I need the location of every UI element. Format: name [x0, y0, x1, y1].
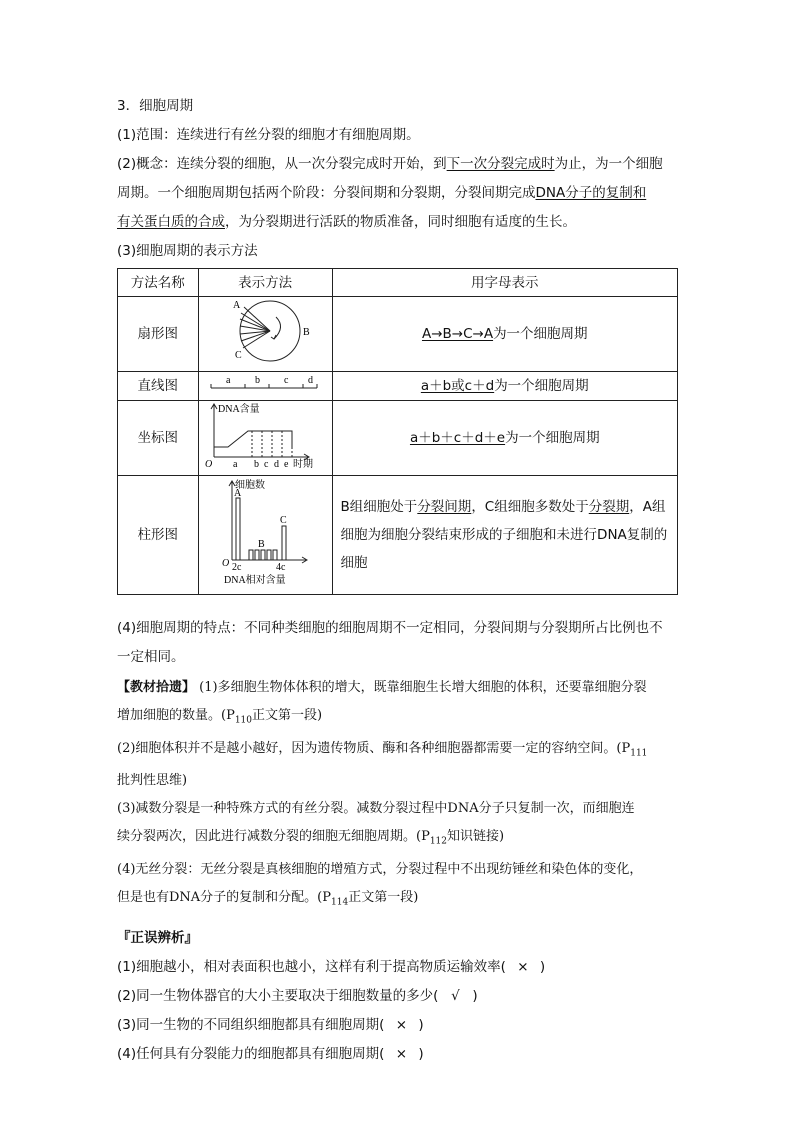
- judge-mark: ×: [395, 1046, 408, 1063]
- textbook-item-2-line2: 批判性思维): [117, 773, 188, 789]
- textbook-item-4-line2: 但是也有DNA分子的复制和分配。($P_{114}$正文第一段): [117, 889, 419, 908]
- judge-item: (4)任何具有分裂能力的细胞都具有细胞周期( × ): [117, 1040, 680, 1069]
- fan-diagram: [198, 297, 332, 372]
- bar-ylabel: 细胞数: [235, 480, 266, 491]
- textbook-notes: [117, 674, 680, 916]
- bar-label-c: C: [280, 515, 287, 526]
- judge-item: (2)同一生物体器官的大小主要取决于细胞数量的多少( √ ): [117, 982, 680, 1011]
- method-name: 坐标图: [118, 401, 199, 476]
- coord-xlabel: 时期: [293, 459, 314, 469]
- coord-label-b: b: [254, 459, 260, 469]
- fan-label-c: C: [235, 350, 242, 361]
- bar-label-a: A: [234, 488, 242, 499]
- scope-paragraph: (1)范围：连续进行有丝分裂的细胞才有细胞周期。: [117, 127, 420, 143]
- bar-diagram: [198, 476, 332, 595]
- concept-paragraph-line2: 周期。一个细胞周期包括两个阶段：分裂间期和分裂期，分裂间期完成DNA分子的复制和: [117, 185, 647, 201]
- section-heading: 3．细胞周期: [117, 98, 194, 114]
- fan-label-b: B: [303, 327, 310, 338]
- method-name: 扇形图: [118, 297, 199, 372]
- fan-label-a: A: [233, 300, 241, 311]
- line-diagram: [198, 372, 332, 401]
- textbook-item-3-line1: (3)减数分裂是一种特殊方式的有丝分裂。减数分裂过程中DNA分子只复制一次，而细胞连: [117, 801, 635, 817]
- judge-item: (1)细胞越小，相对表面积也越小，这样有利于提高物质运输效率( × ): [117, 953, 680, 982]
- textbook-title: 【教材拾遗】: [117, 680, 196, 695]
- bar-xlabel: DNA相对含量: [224, 575, 286, 586]
- feature-paragraph-line1: (4)细胞周期的特点：不同种类细胞的细胞周期不一定相同，分裂间期与分裂期所占比例也不: [117, 620, 663, 636]
- judge-item: (3)同一生物的不同组织细胞都具有细胞周期( × ): [117, 1011, 680, 1040]
- fan-letters: A→B→C→A为一个细胞周期: [332, 297, 677, 372]
- representation-heading: (3)细胞周期的表示方法: [117, 243, 258, 259]
- coord-origin: O: [205, 459, 213, 469]
- line-label-a: a: [226, 375, 231, 386]
- coord-label-a: a: [233, 459, 238, 469]
- table-row: [118, 476, 678, 595]
- table-row: [118, 372, 678, 401]
- bar-description: B组细胞处于分裂间期，C组细胞多数处于分裂期，A组细胞为细胞分裂结束形成的子细胞和未进行DNA复制的细胞: [332, 476, 677, 595]
- line-label-d: d: [308, 375, 314, 386]
- coord-label-c: c: [264, 459, 269, 469]
- table-row: [118, 401, 678, 476]
- line-letters: a＋b或c＋d为一个细胞周期: [332, 372, 677, 401]
- table-header-letters: 用字母表示: [332, 269, 677, 297]
- table-row: [118, 297, 678, 372]
- table-header-representation: 表示方法: [198, 269, 332, 297]
- cell-cycle-methods-table: [117, 268, 678, 595]
- table-header-method: 方法名称: [118, 269, 199, 297]
- textbook-item-1-line2: 增加细胞的数量。($P_{110}$正文第一段): [117, 708, 323, 726]
- concept-paragraph-line3: 有关蛋白质的合成，为分裂期进行活跃的物质准备，同时细胞有适度的生长。: [117, 214, 576, 230]
- textbook-item-3-line2: 续分裂两次，因此进行减数分裂的细胞无细胞周期。($P_{112}$知识链接): [117, 829, 505, 847]
- coordinate-letters: a＋b＋c＋d＋e为一个细胞周期: [332, 401, 677, 476]
- line-label-b: b: [255, 375, 261, 386]
- coord-label-d: d: [274, 459, 280, 469]
- textbook-item-4-line1: (4)无丝分裂：无丝分裂是真核细胞的增殖方式，分裂过程中不出现纺锤丝和染色体的变化，: [117, 861, 643, 877]
- textbook-item-1-line1: 【教材拾遗】 (1)多细胞生物体体积的增大，既靠细胞生长增大细胞的体积，还要靠细胞分裂: [117, 680, 647, 695]
- judge-mark: ×: [395, 1017, 408, 1034]
- bar-origin: O: [222, 558, 230, 569]
- page-content: [117, 92, 680, 1069]
- coordinate-diagram: [198, 401, 332, 476]
- textbook-item-2-line1: (2)细胞体积并不是越小越好，因为遗传物质、酶和各种细胞器都需要一定的容纳空间。($P_{111}$: [117, 740, 648, 759]
- judge-title: 『正误辨析』: [117, 930, 198, 947]
- concept-paragraph-line1: (2)概念：连续分裂的细胞，从一次分裂完成时开始，到下一次分裂完成时为止，为一个细胞: [117, 156, 663, 172]
- judge-mark: ×: [517, 959, 529, 976]
- bar-x-4c: 4c: [276, 562, 286, 573]
- bar-label-b: B: [258, 539, 265, 550]
- coord-ylabel: DNA含量: [218, 404, 260, 415]
- bar-x-2c: 2c: [232, 562, 242, 573]
- feature-paragraph-line2: 一定相同。: [117, 649, 185, 665]
- judge-mark: √: [451, 988, 460, 1005]
- method-name: 柱形图: [118, 476, 199, 595]
- method-name: 直线图: [118, 372, 199, 401]
- coord-label-e: e: [284, 459, 289, 469]
- line-label-c: c: [284, 375, 289, 386]
